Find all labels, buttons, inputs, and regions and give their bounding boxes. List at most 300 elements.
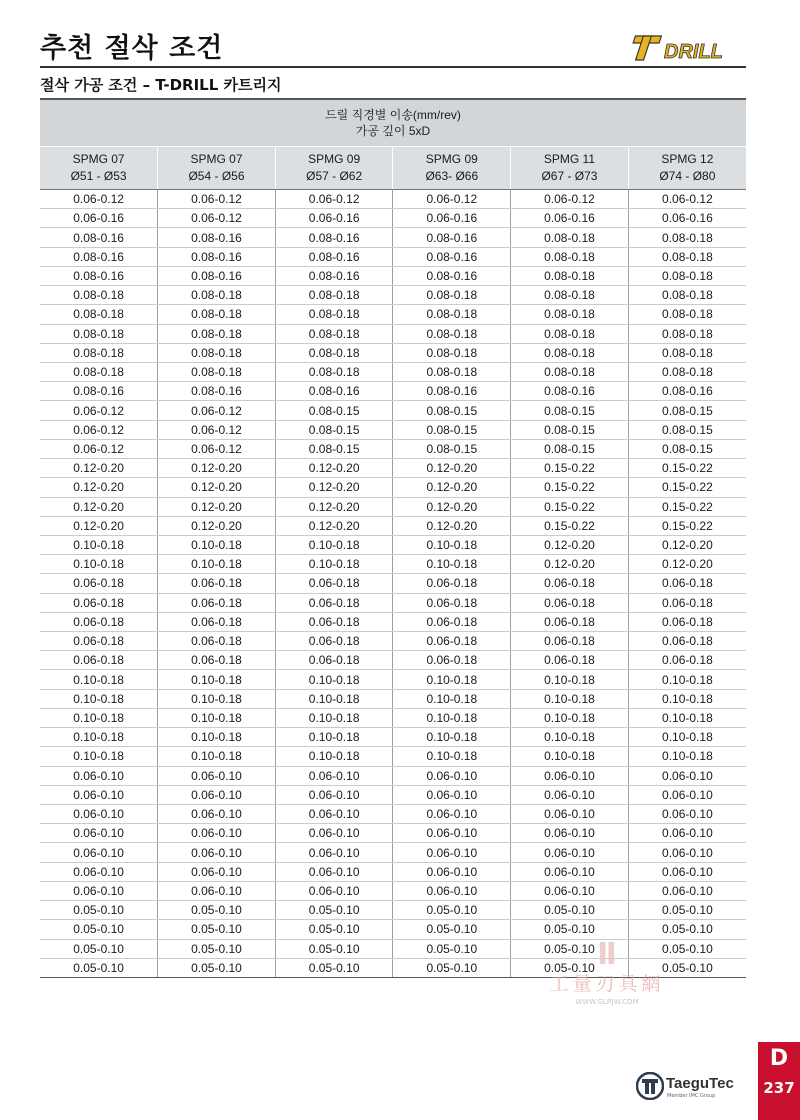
table-cell: 0.10-0.18	[511, 670, 629, 689]
table-cell: 0.06-0.18	[628, 651, 746, 670]
table-cell: 0.06-0.12	[393, 190, 511, 209]
table-cell: 0.08-0.16	[40, 228, 158, 247]
column-header	[40, 147, 158, 190]
column-model: SPMG 07	[72, 152, 125, 166]
table-row	[40, 728, 746, 747]
column-model: SPMG 11	[543, 152, 596, 166]
table-cell: 0.08-0.16	[275, 228, 393, 247]
table-cell: 0.15-0.22	[628, 459, 746, 478]
table-cell: 0.12-0.20	[628, 535, 746, 554]
table-cell: 0.06-0.10	[628, 785, 746, 804]
table-cell: 0.06-0.10	[158, 843, 276, 862]
table-cell: 0.06-0.18	[158, 574, 276, 593]
table-cell: 0.06-0.10	[393, 843, 511, 862]
table-cell: 0.06-0.10	[158, 805, 276, 824]
page-number: 237	[763, 1079, 795, 1097]
table-cell: 0.05-0.10	[393, 958, 511, 977]
table-cell: 0.08-0.15	[511, 401, 629, 420]
table-cell: 0.12-0.20	[511, 555, 629, 574]
table-cell: 0.08-0.18	[275, 324, 393, 343]
column-header	[158, 147, 276, 190]
table-row	[40, 824, 746, 843]
table-cell: 0.06-0.12	[40, 439, 158, 458]
table-cell: 0.12-0.20	[393, 478, 511, 497]
column-range: Ø63- Ø66	[425, 169, 479, 183]
table-cell: 0.08-0.18	[393, 286, 511, 305]
table-cell: 0.06-0.10	[393, 785, 511, 804]
table-cell: 0.05-0.10	[511, 920, 629, 939]
watermark	[532, 938, 682, 1018]
table-cell: 0.12-0.20	[40, 497, 158, 516]
table-cell: 0.12-0.20	[40, 478, 158, 497]
table-row	[40, 286, 746, 305]
company-name: TaeguTec	[666, 1075, 734, 1092]
table-cell: 0.08-0.16	[393, 266, 511, 285]
table-cell: 0.08-0.18	[393, 324, 511, 343]
table-cell: 0.05-0.10	[158, 939, 276, 958]
table-cell: 0.06-0.10	[511, 766, 629, 785]
table-cell: 0.08-0.18	[393, 362, 511, 381]
table-cell: 0.06-0.10	[158, 881, 276, 900]
table-cell: 0.05-0.10	[275, 901, 393, 920]
table-row	[40, 747, 746, 766]
table-cell: 0.08-0.18	[628, 286, 746, 305]
table-cell: 0.08-0.16	[158, 247, 276, 266]
table-cell: 0.12-0.20	[393, 497, 511, 516]
table-row	[40, 459, 746, 478]
table-cell: 0.06-0.10	[628, 862, 746, 881]
table-cell: 0.06-0.18	[275, 651, 393, 670]
table-cell: 0.10-0.18	[40, 728, 158, 747]
table-cell: 0.06-0.10	[393, 862, 511, 881]
column-model: SPMG 09	[425, 152, 478, 166]
column-header-row	[40, 147, 746, 190]
table-row	[40, 632, 746, 651]
table-row	[40, 766, 746, 785]
table-row	[40, 209, 746, 228]
table-cell: 0.08-0.16	[511, 382, 629, 401]
table-cell: 0.10-0.18	[158, 555, 276, 574]
table-cell: 0.06-0.12	[158, 439, 276, 458]
table-cell: 0.06-0.10	[511, 805, 629, 824]
table-cell: 0.06-0.16	[511, 209, 629, 228]
table-row	[40, 901, 746, 920]
table-row	[40, 362, 746, 381]
table-cell: 0.06-0.12	[628, 190, 746, 209]
table-cell: 0.08-0.18	[628, 343, 746, 362]
cutting-conditions-table	[40, 98, 746, 978]
table-cell: 0.06-0.18	[40, 612, 158, 631]
table-row	[40, 805, 746, 824]
table-cell: 0.08-0.18	[511, 247, 629, 266]
table-cell: 0.10-0.18	[40, 689, 158, 708]
table-cell: 0.08-0.16	[393, 247, 511, 266]
table-cell: 0.06-0.18	[275, 612, 393, 631]
table-cell: 0.06-0.16	[40, 209, 158, 228]
section-letter: D	[769, 1046, 789, 1071]
table-row	[40, 401, 746, 420]
table-cell: 0.06-0.18	[628, 574, 746, 593]
table-cell: 0.10-0.18	[275, 670, 393, 689]
table-row	[40, 228, 746, 247]
table-cell: 0.10-0.18	[628, 708, 746, 727]
table-row	[40, 266, 746, 285]
table-cell: 0.08-0.18	[393, 343, 511, 362]
table-row	[40, 708, 746, 727]
table-cell: 0.08-0.16	[158, 228, 276, 247]
table-cell: 0.08-0.18	[158, 324, 276, 343]
table-cell: 0.06-0.10	[511, 881, 629, 900]
table-cell: 0.08-0.15	[628, 439, 746, 458]
table-cell: 0.06-0.12	[158, 209, 276, 228]
table-cell: 0.08-0.18	[158, 305, 276, 324]
column-header	[628, 147, 746, 190]
table-cell: 0.10-0.18	[393, 670, 511, 689]
table-cell: 0.06-0.10	[40, 824, 158, 843]
table-cell: 0.12-0.20	[158, 516, 276, 535]
column-range: Ø74 - Ø80	[659, 169, 716, 183]
table-cell: 0.10-0.18	[393, 747, 511, 766]
table-cell: 0.15-0.22	[511, 459, 629, 478]
table-cell: 0.06-0.10	[40, 881, 158, 900]
table-cell: 0.10-0.18	[511, 728, 629, 747]
table-cell: 0.08-0.16	[393, 228, 511, 247]
table-cell: 0.05-0.10	[628, 901, 746, 920]
table-cell: 0.06-0.12	[158, 190, 276, 209]
table-cell: 0.06-0.10	[40, 766, 158, 785]
table-cell: 0.06-0.10	[393, 805, 511, 824]
table-cell: 0.12-0.20	[158, 497, 276, 516]
table-cell: 0.08-0.15	[275, 439, 393, 458]
table-cell: 0.06-0.18	[275, 632, 393, 651]
table-cell: 0.10-0.18	[393, 728, 511, 747]
watermark-chinese: 工量刃具網	[549, 973, 665, 995]
group-header-line1: 드릴 직경별 이송(mm/rev)	[325, 108, 461, 122]
table-cell: 0.06-0.18	[158, 632, 276, 651]
table-cell: 0.10-0.18	[158, 670, 276, 689]
table-cell: 0.06-0.18	[393, 593, 511, 612]
table-cell: 0.06-0.10	[275, 862, 393, 881]
table-cell: 0.10-0.18	[158, 747, 276, 766]
table-cell: 0.06-0.12	[511, 190, 629, 209]
table-cell: 0.08-0.18	[628, 266, 746, 285]
table-cell: 0.05-0.10	[511, 958, 629, 977]
table-cell: 0.10-0.18	[275, 555, 393, 574]
table-cell: 0.12-0.20	[393, 516, 511, 535]
table-cell: 0.06-0.10	[275, 766, 393, 785]
table-cell: 0.10-0.18	[40, 708, 158, 727]
table-cell: 0.08-0.15	[511, 439, 629, 458]
table-cell: 0.08-0.18	[40, 286, 158, 305]
table-cell: 0.15-0.22	[511, 516, 629, 535]
column-range: Ø57 - Ø62	[306, 169, 363, 183]
column-range: Ø67 - Ø73	[541, 169, 598, 183]
table-cell: 0.08-0.18	[511, 228, 629, 247]
table-cell: 0.12-0.20	[158, 459, 276, 478]
page-title: 추천 절삭 조건	[40, 33, 224, 64]
table-cell: 0.10-0.18	[393, 535, 511, 554]
table-cell: 0.08-0.15	[511, 420, 629, 439]
table-cell: 0.08-0.16	[275, 247, 393, 266]
table-cell: 0.12-0.20	[40, 459, 158, 478]
table-cell: 0.12-0.20	[511, 535, 629, 554]
table-cell: 0.05-0.10	[275, 958, 393, 977]
table-cell: 0.06-0.18	[393, 612, 511, 631]
title-rule	[40, 66, 746, 68]
table-cell: 0.12-0.20	[628, 555, 746, 574]
table-cell: 0.08-0.16	[275, 382, 393, 401]
table-row	[40, 593, 746, 612]
table-cell: 0.10-0.18	[40, 670, 158, 689]
table-cell: 0.08-0.16	[158, 382, 276, 401]
table-cell: 0.08-0.18	[393, 305, 511, 324]
table-cell: 0.10-0.18	[275, 747, 393, 766]
table-cell: 0.15-0.22	[628, 516, 746, 535]
table-cell: 0.08-0.18	[511, 324, 629, 343]
table-cell: 0.12-0.20	[275, 497, 393, 516]
table-cell: 0.12-0.20	[275, 478, 393, 497]
table-cell: 0.05-0.10	[158, 920, 276, 939]
table-cell: 0.08-0.18	[628, 362, 746, 381]
table-row	[40, 651, 746, 670]
table-cell: 0.10-0.18	[158, 535, 276, 554]
table-cell: 0.05-0.10	[275, 939, 393, 958]
column-header	[275, 147, 393, 190]
column-model: SPMG 12	[661, 152, 714, 166]
table-row	[40, 689, 746, 708]
table-row	[40, 343, 746, 362]
table-cell: 0.12-0.20	[40, 516, 158, 535]
table-cell: 0.06-0.18	[158, 612, 276, 631]
table-cell: 0.08-0.18	[628, 247, 746, 266]
table-cell: 0.10-0.18	[275, 728, 393, 747]
table-cell: 0.12-0.20	[275, 516, 393, 535]
table-cell: 0.08-0.15	[393, 401, 511, 420]
table-cell: 0.06-0.10	[393, 824, 511, 843]
table-cell: 0.06-0.10	[158, 824, 276, 843]
table-cell: 0.06-0.18	[511, 632, 629, 651]
table-cell: 0.05-0.10	[393, 920, 511, 939]
table-cell: 0.08-0.16	[628, 382, 746, 401]
table-row	[40, 382, 746, 401]
table-cell: 0.10-0.18	[158, 728, 276, 747]
table-row	[40, 439, 746, 458]
table-cell: 0.05-0.10	[275, 920, 393, 939]
table-cell: 0.06-0.12	[40, 190, 158, 209]
watermark-mark: Ⅱ	[597, 937, 617, 972]
table-cell: 0.06-0.10	[40, 785, 158, 804]
table-cell: 0.06-0.18	[40, 651, 158, 670]
table-cell: 0.05-0.10	[158, 901, 276, 920]
table-cell: 0.06-0.18	[628, 612, 746, 631]
table-cell: 0.08-0.18	[40, 305, 158, 324]
table-cell: 0.08-0.18	[628, 305, 746, 324]
table-cell: 0.06-0.10	[628, 881, 746, 900]
table-row	[40, 497, 746, 516]
table-cell: 0.10-0.18	[275, 689, 393, 708]
table-cell: 0.06-0.10	[158, 766, 276, 785]
table-cell: 0.08-0.18	[511, 343, 629, 362]
table-cell: 0.06-0.10	[628, 805, 746, 824]
table-cell: 0.05-0.10	[40, 958, 158, 977]
table-cell: 0.08-0.16	[275, 266, 393, 285]
table-cell: 0.08-0.18	[275, 305, 393, 324]
table-row	[40, 555, 746, 574]
table-cell: 0.08-0.16	[40, 247, 158, 266]
table-cell: 0.06-0.12	[158, 401, 276, 420]
table-row	[40, 478, 746, 497]
table-cell: 0.06-0.16	[393, 209, 511, 228]
table-cell: 0.06-0.16	[275, 209, 393, 228]
table-cell: 0.08-0.15	[275, 420, 393, 439]
table-cell: 0.10-0.18	[393, 708, 511, 727]
group-header	[40, 99, 746, 147]
table-cell: 0.06-0.18	[40, 632, 158, 651]
table-cell: 0.08-0.16	[40, 266, 158, 285]
company-tagline: Member IMC Group	[667, 1093, 716, 1099]
table-cell: 0.06-0.18	[628, 632, 746, 651]
table-row	[40, 881, 746, 900]
table-cell: 0.05-0.10	[511, 939, 629, 958]
table-cell: 0.08-0.18	[40, 343, 158, 362]
table-cell: 0.10-0.18	[158, 708, 276, 727]
table-cell: 0.08-0.18	[275, 362, 393, 381]
table-cell: 0.08-0.18	[158, 343, 276, 362]
table-cell: 0.08-0.18	[628, 228, 746, 247]
table-cell: 0.06-0.10	[628, 843, 746, 862]
brand-text: DRILL	[664, 41, 723, 63]
table-cell: 0.08-0.18	[511, 286, 629, 305]
table-cell: 0.06-0.18	[158, 593, 276, 612]
table-row	[40, 612, 746, 631]
table-cell: 0.15-0.22	[628, 497, 746, 516]
table-row	[40, 305, 746, 324]
table-cell: 0.12-0.20	[275, 459, 393, 478]
table-cell: 0.06-0.18	[511, 593, 629, 612]
table-cell: 0.06-0.10	[275, 785, 393, 804]
table-cell: 0.06-0.10	[628, 824, 746, 843]
table-cell: 0.08-0.16	[158, 266, 276, 285]
table-cell: 0.06-0.10	[40, 805, 158, 824]
table-cell: 0.06-0.18	[511, 612, 629, 631]
table-cell: 0.10-0.18	[393, 555, 511, 574]
table-row	[40, 535, 746, 554]
table-cell: 0.05-0.10	[40, 920, 158, 939]
table-cell: 0.08-0.18	[40, 362, 158, 381]
section-tab	[758, 1042, 800, 1120]
table-cell: 0.15-0.22	[511, 478, 629, 497]
table-cell: 0.06-0.18	[275, 574, 393, 593]
table-row	[40, 516, 746, 535]
table-cell: 0.15-0.22	[628, 478, 746, 497]
table-cell: 0.10-0.18	[511, 689, 629, 708]
table-cell: 0.06-0.12	[40, 401, 158, 420]
table-cell: 0.10-0.18	[275, 708, 393, 727]
table-cell: 0.10-0.18	[628, 670, 746, 689]
table-cell: 0.08-0.18	[275, 286, 393, 305]
table-row	[40, 574, 746, 593]
table-cell: 0.08-0.15	[628, 420, 746, 439]
table-row	[40, 843, 746, 862]
column-range: Ø51 - Ø53	[70, 169, 127, 183]
table-cell: 0.05-0.10	[40, 901, 158, 920]
table-cell: 0.10-0.18	[40, 747, 158, 766]
column-header	[511, 147, 629, 190]
table-row	[40, 420, 746, 439]
table-cell: 0.08-0.15	[393, 420, 511, 439]
table-cell: 0.08-0.18	[158, 286, 276, 305]
table-cell: 0.06-0.10	[511, 824, 629, 843]
t-drill-logo	[624, 28, 746, 68]
table-cell: 0.06-0.12	[40, 420, 158, 439]
table-cell: 0.05-0.10	[393, 939, 511, 958]
column-model: SPMG 09	[308, 152, 361, 166]
table-cell: 0.06-0.18	[393, 632, 511, 651]
table-cell: 0.06-0.10	[511, 785, 629, 804]
subtitle: 절삭 가공 조건 – T-DRILL 카트리지	[40, 76, 282, 94]
table-cell: 0.08-0.18	[628, 324, 746, 343]
table-cell: 0.06-0.10	[275, 881, 393, 900]
table-cell: 0.10-0.18	[628, 689, 746, 708]
table-row	[40, 670, 746, 689]
table-cell: 0.10-0.18	[511, 747, 629, 766]
table-row	[40, 190, 746, 209]
table-cell: 0.06-0.18	[511, 574, 629, 593]
table-cell: 0.06-0.10	[275, 805, 393, 824]
table-cell: 0.08-0.16	[393, 382, 511, 401]
column-range: Ø54 - Ø56	[188, 169, 245, 183]
table-row	[40, 785, 746, 804]
table-cell: 0.06-0.10	[628, 766, 746, 785]
table-cell: 0.08-0.18	[511, 305, 629, 324]
table-cell: 0.10-0.18	[275, 535, 393, 554]
table-body	[40, 190, 746, 978]
table-cell: 0.05-0.10	[511, 901, 629, 920]
table-cell: 0.05-0.10	[40, 939, 158, 958]
column-model: SPMG 07	[190, 152, 243, 166]
table-cell: 0.10-0.18	[40, 555, 158, 574]
table-cell: 0.06-0.12	[158, 420, 276, 439]
table-cell: 0.06-0.10	[393, 881, 511, 900]
table-cell: 0.05-0.10	[158, 958, 276, 977]
table-cell: 0.05-0.10	[628, 958, 746, 977]
table-row	[40, 920, 746, 939]
table-cell: 0.06-0.10	[511, 843, 629, 862]
table-cell: 0.06-0.10	[275, 824, 393, 843]
table-cell: 0.08-0.15	[275, 401, 393, 420]
table-cell: 0.08-0.18	[40, 324, 158, 343]
table-cell: 0.08-0.15	[628, 401, 746, 420]
table-cell: 0.06-0.18	[275, 593, 393, 612]
table-cell: 0.10-0.18	[158, 689, 276, 708]
table-cell: 0.08-0.15	[393, 439, 511, 458]
table-cell: 0.10-0.18	[628, 747, 746, 766]
table-cell: 0.06-0.18	[40, 574, 158, 593]
table-cell: 0.06-0.18	[393, 651, 511, 670]
table-cell: 0.08-0.18	[511, 266, 629, 285]
table-cell: 0.08-0.18	[511, 362, 629, 381]
table-cell: 0.06-0.10	[158, 785, 276, 804]
table-cell: 0.10-0.18	[628, 728, 746, 747]
table-cell: 0.06-0.18	[40, 593, 158, 612]
table-cell: 0.15-0.22	[511, 497, 629, 516]
table-cell: 0.06-0.18	[628, 593, 746, 612]
table-cell: 0.06-0.18	[158, 651, 276, 670]
group-header-line2: 가공 깊이 5xD	[355, 124, 431, 138]
table-cell: 0.06-0.10	[158, 862, 276, 881]
table-cell: 0.10-0.18	[40, 535, 158, 554]
column-header	[393, 147, 511, 190]
